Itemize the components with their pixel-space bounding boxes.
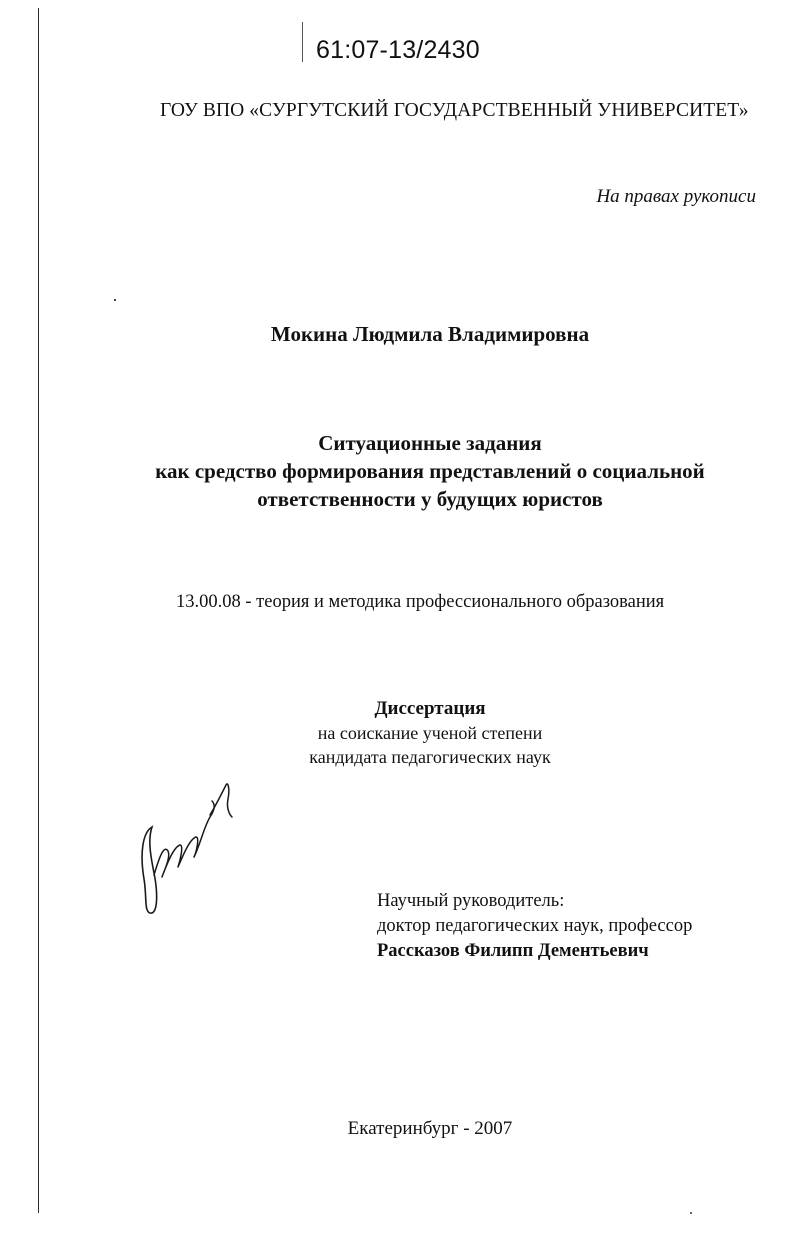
supervisor-label: Научный руководитель: [377,891,565,911]
title-line: ответственности у будущих юристов [257,487,603,511]
scan-speck [690,1212,692,1214]
title-line: Ситуационные задания [318,431,542,455]
city-year: Екатеринбург - 2007 [347,1118,513,1139]
archive-code: 61:07-13/2430 [316,36,480,64]
scan-margin-line [38,8,39,1213]
dissertation-label: Диссертация [374,698,486,719]
title-line: как средство формирования представлений о социальной [155,459,705,483]
author-name: Мокина Людмила Владимировна [270,322,590,346]
supervisor-name: Рассказов Филипп Дементьевич [377,941,649,961]
supervisor-block [377,889,692,964]
supervisor-degree: доктор педагогических наук, профессор [377,916,693,936]
scan-mark [302,22,303,62]
degree-line: на соискание ученой степени [317,723,543,743]
institution-name: ГОУ ВПО «СУРГУТСКИЙ ГОСУДАРСТВЕННЫЙ УНИВЕРСИТЕТ» [160,100,749,121]
degree-line: кандидата педагогических наук [309,747,551,767]
scan-speck [114,299,116,301]
specialty-code: 13.00.08 - теория и методика профессионального образования [176,592,665,612]
dissertation-title [0,429,799,513]
dissertation-block [0,697,799,769]
manuscript-rights-note: На правах рукописи [596,186,756,207]
handwritten-signature [138,775,238,915]
